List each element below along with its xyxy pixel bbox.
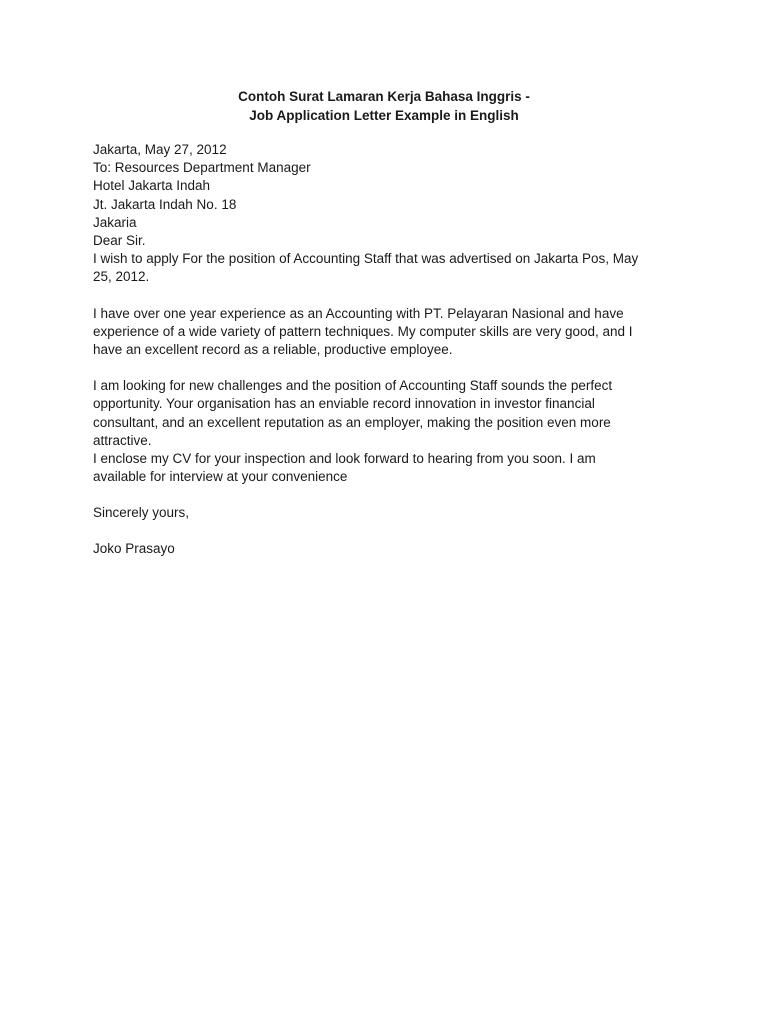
- document-title: [0, 87, 768, 125]
- experience-line: experience of a wide variety of pattern techniques. My computer skills are very good, and I: [93, 323, 633, 339]
- paragraph-spacer: [93, 287, 713, 305]
- paragraph-spacer: [93, 486, 713, 504]
- paragraph-spacer: [93, 523, 713, 540]
- intro-line: 25, 2012.: [93, 269, 150, 285]
- recipient-street: Jt. Jakarta Indah No. 18: [93, 196, 237, 212]
- motivation-line: consultant, and an excellent reputation as an employer, making the position even more: [93, 414, 611, 430]
- intro-line: I wish to apply For the position of Accounting Staff that was advertised on Jakarta Pos, May: [93, 251, 639, 267]
- recipient-title: To: Resources Department Manager: [93, 160, 311, 176]
- recipient-company: Hotel Jakarta Indah: [93, 178, 211, 194]
- experience-line: have an excellent record as a reliable, productive employee.: [93, 342, 453, 358]
- salutation: Dear Sir.: [93, 233, 146, 249]
- letter-date: Jakarta, May 27, 2012: [93, 142, 227, 157]
- closing-line: I enclose my CV for your inspection and look forward to hearing from you soon. I am: [93, 451, 596, 467]
- complimentary-close: Sincerely yours,: [93, 505, 190, 521]
- motivation-line: opportunity. Your organisation has an enviable record innovation in investor financial: [93, 396, 595, 412]
- recipient-city: Jakaria: [93, 214, 137, 230]
- signer-name: Joko Prasayo: [93, 540, 175, 556]
- motivation-line: attractive.: [93, 432, 152, 448]
- paragraph-spacer: [93, 359, 713, 377]
- motivation-line: I am looking for new challenges and the position of Accounting Staff sounds the perfect: [93, 378, 613, 394]
- title-line-1: Contoh Surat Lamaran Kerja Bahasa Inggris -: [238, 89, 530, 104]
- closing-line: available for interview at your convenience: [93, 469, 348, 485]
- experience-line: I have over one year experience as an Accounting with PT. Pelayaran Nasional and have: [93, 305, 624, 321]
- letter-body: [93, 141, 713, 558]
- title-line-2: Job Application Letter Example in English: [249, 108, 519, 123]
